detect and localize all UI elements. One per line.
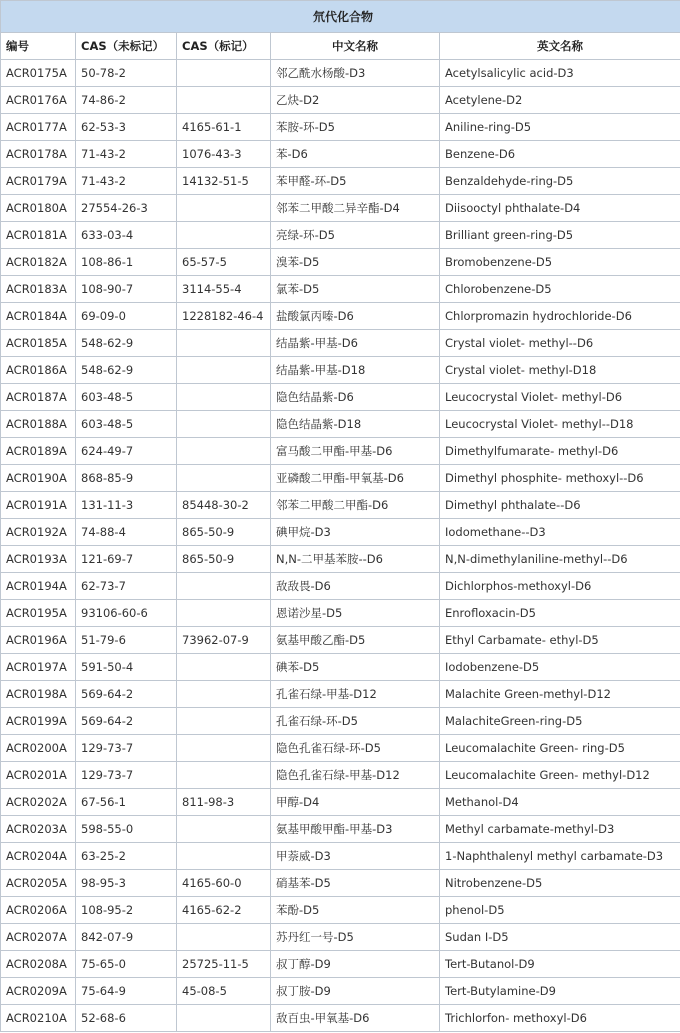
- cell-id: ACR0200A: [1, 735, 76, 762]
- cell-cas-labeled: [177, 1005, 271, 1032]
- table-row: [1, 924, 680, 951]
- cell-cas-unlabeled: 71-43-2: [76, 141, 177, 168]
- cell-cas-unlabeled: 74-88-4: [76, 519, 177, 546]
- cell-id: ACR0210A: [1, 1005, 76, 1032]
- table-row: [1, 222, 680, 249]
- cell-english-name: Diisooctyl phthalate-D4: [440, 195, 680, 222]
- cell-english-name: phenol-D5: [440, 897, 680, 924]
- cell-chinese-name: 氯苯-D5: [271, 276, 440, 303]
- cell-chinese-name: 富马酸二甲酯-甲基-D6: [271, 438, 440, 465]
- table-row: [1, 411, 680, 438]
- table-row: [1, 114, 680, 141]
- cell-id: ACR0175A: [1, 60, 76, 87]
- cell-id: ACR0185A: [1, 330, 76, 357]
- cell-cas-labeled: 45-08-5: [177, 978, 271, 1005]
- cell-cas-labeled: [177, 600, 271, 627]
- cell-chinese-name: 苯胺-环-D5: [271, 114, 440, 141]
- cell-id: ACR0207A: [1, 924, 76, 951]
- cell-cas-unlabeled: 51-79-6: [76, 627, 177, 654]
- cell-cas-unlabeled: 131-11-3: [76, 492, 177, 519]
- cell-english-name: Acetylene-D2: [440, 87, 680, 114]
- table-row: [1, 951, 680, 978]
- cell-id: ACR0197A: [1, 654, 76, 681]
- cell-cas-labeled: [177, 708, 271, 735]
- cell-id: ACR0199A: [1, 708, 76, 735]
- cell-id: ACR0195A: [1, 600, 76, 627]
- cell-cas-labeled: 25725-11-5: [177, 951, 271, 978]
- cell-chinese-name: 碘苯-D5: [271, 654, 440, 681]
- cell-english-name: Dimethylfumarate- methyl-D6: [440, 438, 680, 465]
- cell-chinese-name: 邻苯二甲酸二甲酯-D6: [271, 492, 440, 519]
- table-header-row: [1, 33, 680, 60]
- cell-chinese-name: 敌百虫-甲氧基-D6: [271, 1005, 440, 1032]
- cell-english-name: Leucocrystal Violet- methyl-D6: [440, 384, 680, 411]
- cell-cas-labeled: 4165-61-1: [177, 114, 271, 141]
- cell-chinese-name: 苏丹红一号-D5: [271, 924, 440, 951]
- cell-id: ACR0177A: [1, 114, 76, 141]
- cell-chinese-name: 乙炔-D2: [271, 87, 440, 114]
- cell-english-name: Dimethyl phosphite- methoxyl--D6: [440, 465, 680, 492]
- cell-english-name: Chlorpromazin hydrochloride-D6: [440, 303, 680, 330]
- cell-english-name: Chlorobenzene-D5: [440, 276, 680, 303]
- cell-cas-labeled: [177, 330, 271, 357]
- cell-cas-labeled: 14132-51-5: [177, 168, 271, 195]
- cell-cas-labeled: 85448-30-2: [177, 492, 271, 519]
- cell-chinese-name: 盐酸氯丙嗪-D6: [271, 303, 440, 330]
- cell-english-name: Tert-Butylamine-D9: [440, 978, 680, 1005]
- table-row: [1, 843, 680, 870]
- cell-cas-unlabeled: 603-48-5: [76, 384, 177, 411]
- cell-id: ACR0187A: [1, 384, 76, 411]
- cell-cas-unlabeled: 548-62-9: [76, 330, 177, 357]
- cell-id: ACR0176A: [1, 87, 76, 114]
- cell-id: ACR0180A: [1, 195, 76, 222]
- cell-cas-unlabeled: 62-73-7: [76, 573, 177, 600]
- cell-id: ACR0178A: [1, 141, 76, 168]
- table-row: [1, 60, 680, 87]
- cell-cas-labeled: 1228182-46-4: [177, 303, 271, 330]
- cell-english-name: Sudan I-D5: [440, 924, 680, 951]
- table-row: [1, 600, 680, 627]
- cell-chinese-name: 敌敌畏-D6: [271, 573, 440, 600]
- cell-cas-labeled: [177, 681, 271, 708]
- cell-chinese-name: 硝基苯-D5: [271, 870, 440, 897]
- cell-cas-labeled: 811-98-3: [177, 789, 271, 816]
- cell-cas-labeled: 4165-62-2: [177, 897, 271, 924]
- cell-chinese-name: 隐色结晶紫-D18: [271, 411, 440, 438]
- cell-id: ACR0202A: [1, 789, 76, 816]
- cell-id: ACR0196A: [1, 627, 76, 654]
- cell-chinese-name: 邻乙酰水杨酸-D3: [271, 60, 440, 87]
- header-cas-unlabeled: CAS（未标记）: [76, 33, 177, 60]
- cell-cas-unlabeled: 108-86-1: [76, 249, 177, 276]
- cell-english-name: Methanol-D4: [440, 789, 680, 816]
- cell-cas-unlabeled: 93106-60-6: [76, 600, 177, 627]
- cell-chinese-name: 叔丁胺-D9: [271, 978, 440, 1005]
- cell-id: ACR0189A: [1, 438, 76, 465]
- cell-cas-unlabeled: 75-65-0: [76, 951, 177, 978]
- cell-chinese-name: N,N-二甲基苯胺--D6: [271, 546, 440, 573]
- cell-english-name: Iodobenzene-D5: [440, 654, 680, 681]
- cell-chinese-name: 恩诺沙星-D5: [271, 600, 440, 627]
- header-id: 编号: [1, 33, 76, 60]
- cell-chinese-name: 结晶紫-甲基-D18: [271, 357, 440, 384]
- cell-cas-unlabeled: 27554-26-3: [76, 195, 177, 222]
- cell-id: ACR0209A: [1, 978, 76, 1005]
- table-row: [1, 87, 680, 114]
- cell-cas-labeled: 865-50-9: [177, 546, 271, 573]
- cell-chinese-name: 隐色孔雀石绿-环-D5: [271, 735, 440, 762]
- cell-chinese-name: 亮绿-环-D5: [271, 222, 440, 249]
- cell-english-name: N,N-dimethylaniline-methyl--D6: [440, 546, 680, 573]
- cell-cas-unlabeled: 569-64-2: [76, 681, 177, 708]
- cell-english-name: Methyl carbamate-methyl-D3: [440, 816, 680, 843]
- cell-english-name: Bromobenzene-D5: [440, 249, 680, 276]
- header-english-name: 英文名称: [440, 33, 680, 60]
- cell-cas-unlabeled: 129-73-7: [76, 735, 177, 762]
- cell-id: ACR0205A: [1, 870, 76, 897]
- cell-english-name: Tert-Butanol-D9: [440, 951, 680, 978]
- cell-chinese-name: 叔丁醇-D9: [271, 951, 440, 978]
- table-row: [1, 465, 680, 492]
- cell-cas-labeled: [177, 411, 271, 438]
- cell-cas-unlabeled: 129-73-7: [76, 762, 177, 789]
- cell-cas-unlabeled: 624-49-7: [76, 438, 177, 465]
- cell-chinese-name: 氨基甲酸乙酯-D5: [271, 627, 440, 654]
- cell-chinese-name: 苯甲醛-环-D5: [271, 168, 440, 195]
- cell-english-name: Ethyl Carbamate- ethyl-D5: [440, 627, 680, 654]
- cell-id: ACR0181A: [1, 222, 76, 249]
- cell-cas-unlabeled: 63-25-2: [76, 843, 177, 870]
- cell-chinese-name: 隐色结晶紫-D6: [271, 384, 440, 411]
- header-cas-labeled: CAS（标记）: [177, 33, 271, 60]
- cell-english-name: Leucomalachite Green- methyl-D12: [440, 762, 680, 789]
- cell-english-name: Benzaldehyde-ring-D5: [440, 168, 680, 195]
- cell-english-name: Crystal violet- methyl--D6: [440, 330, 680, 357]
- cell-id: ACR0186A: [1, 357, 76, 384]
- cell-cas-labeled: 1076-43-3: [177, 141, 271, 168]
- table-row: [1, 195, 680, 222]
- cell-cas-unlabeled: 842-07-9: [76, 924, 177, 951]
- cell-cas-unlabeled: 74-86-2: [76, 87, 177, 114]
- cell-cas-labeled: [177, 357, 271, 384]
- table-row: [1, 708, 680, 735]
- cell-cas-labeled: [177, 573, 271, 600]
- cell-chinese-name: 溴苯-D5: [271, 249, 440, 276]
- cell-english-name: Leucomalachite Green- ring-D5: [440, 735, 680, 762]
- cell-id: ACR0203A: [1, 816, 76, 843]
- cell-chinese-name: 甲萘威-D3: [271, 843, 440, 870]
- cell-id: ACR0192A: [1, 519, 76, 546]
- table-row: [1, 438, 680, 465]
- table-row: [1, 168, 680, 195]
- cell-cas-labeled: [177, 735, 271, 762]
- table-row: [1, 978, 680, 1005]
- table-row: [1, 546, 680, 573]
- cell-cas-unlabeled: 591-50-4: [76, 654, 177, 681]
- cell-english-name: Trichlorfon- methoxyl-D6: [440, 1005, 680, 1032]
- cell-english-name: Acetylsalicylic acid-D3: [440, 60, 680, 87]
- cell-chinese-name: 氨基甲酸甲酯-甲基-D3: [271, 816, 440, 843]
- cell-cas-unlabeled: 98-95-3: [76, 870, 177, 897]
- cell-english-name: Aniline-ring-D5: [440, 114, 680, 141]
- table-row: [1, 276, 680, 303]
- cell-id: ACR0193A: [1, 546, 76, 573]
- table-row: [1, 141, 680, 168]
- cell-chinese-name: 苯-D6: [271, 141, 440, 168]
- cell-id: ACR0190A: [1, 465, 76, 492]
- cell-id: ACR0208A: [1, 951, 76, 978]
- cell-english-name: Leucocrystal Violet- methyl--D18: [440, 411, 680, 438]
- table-row: [1, 249, 680, 276]
- table-row: [1, 816, 680, 843]
- cell-cas-unlabeled: 868-85-9: [76, 465, 177, 492]
- table-row: [1, 897, 680, 924]
- table-row: [1, 519, 680, 546]
- cell-cas-labeled: 4165-60-0: [177, 870, 271, 897]
- cell-cas-labeled: [177, 924, 271, 951]
- cell-cas-labeled: [177, 60, 271, 87]
- table-row: [1, 789, 680, 816]
- cell-english-name: Iodomethane--D3: [440, 519, 680, 546]
- table-row: [1, 330, 680, 357]
- cell-id: ACR0201A: [1, 762, 76, 789]
- cell-cas-labeled: [177, 762, 271, 789]
- cell-id: ACR0198A: [1, 681, 76, 708]
- cell-cas-labeled: [177, 843, 271, 870]
- cell-id: ACR0204A: [1, 843, 76, 870]
- cell-chinese-name: 结晶紫-甲基-D6: [271, 330, 440, 357]
- table-row: [1, 357, 680, 384]
- cell-cas-unlabeled: 603-48-5: [76, 411, 177, 438]
- cell-cas-unlabeled: 67-56-1: [76, 789, 177, 816]
- cell-chinese-name: 孔雀石绿-甲基-D12: [271, 681, 440, 708]
- cell-cas-labeled: [177, 384, 271, 411]
- header-chinese-name: 中文名称: [271, 33, 440, 60]
- cell-english-name: Enrofloxacin-D5: [440, 600, 680, 627]
- cell-cas-unlabeled: 121-69-7: [76, 546, 177, 573]
- cell-cas-labeled: [177, 222, 271, 249]
- cell-english-name: Crystal violet- methyl-D18: [440, 357, 680, 384]
- cell-id: ACR0194A: [1, 573, 76, 600]
- table-title-row: [1, 1, 680, 33]
- cell-english-name: Brilliant green-ring-D5: [440, 222, 680, 249]
- cell-english-name: Malachite Green-methyl-D12: [440, 681, 680, 708]
- cell-id: ACR0188A: [1, 411, 76, 438]
- table-row: [1, 735, 680, 762]
- cell-cas-labeled: [177, 816, 271, 843]
- cell-chinese-name: 邻苯二甲酸二异辛酯-D4: [271, 195, 440, 222]
- cell-cas-unlabeled: 62-53-3: [76, 114, 177, 141]
- cell-cas-labeled: [177, 654, 271, 681]
- cell-id: ACR0182A: [1, 249, 76, 276]
- table-title: 氘代化合物: [1, 1, 680, 33]
- cell-cas-unlabeled: 50-78-2: [76, 60, 177, 87]
- cell-cas-labeled: 865-50-9: [177, 519, 271, 546]
- table-row: [1, 384, 680, 411]
- cell-cas-labeled: [177, 438, 271, 465]
- table-row: [1, 681, 680, 708]
- cell-english-name: Dimethyl phthalate--D6: [440, 492, 680, 519]
- cell-cas-unlabeled: 52-68-6: [76, 1005, 177, 1032]
- cell-chinese-name: 亚磷酸二甲酯-甲氧基-D6: [271, 465, 440, 492]
- cell-english-name: Nitrobenzene-D5: [440, 870, 680, 897]
- table-row: [1, 762, 680, 789]
- table-row: [1, 1005, 680, 1032]
- table-row: [1, 654, 680, 681]
- cell-cas-unlabeled: 598-55-0: [76, 816, 177, 843]
- table-row: [1, 627, 680, 654]
- cell-cas-unlabeled: 75-64-9: [76, 978, 177, 1005]
- cell-chinese-name: 隐色孔雀石绿-甲基-D12: [271, 762, 440, 789]
- cell-english-name: Benzene-D6: [440, 141, 680, 168]
- cell-chinese-name: 苯酚-D5: [271, 897, 440, 924]
- cell-english-name: Dichlorphos-methoxyl-D6: [440, 573, 680, 600]
- cell-cas-labeled: 3114-55-4: [177, 276, 271, 303]
- cell-cas-labeled: [177, 87, 271, 114]
- cell-cas-unlabeled: 69-09-0: [76, 303, 177, 330]
- cell-cas-labeled: 65-57-5: [177, 249, 271, 276]
- cell-cas-unlabeled: 108-90-7: [76, 276, 177, 303]
- cell-chinese-name: 甲醇-D4: [271, 789, 440, 816]
- table-row: [1, 492, 680, 519]
- cell-id: ACR0206A: [1, 897, 76, 924]
- cell-id: ACR0183A: [1, 276, 76, 303]
- cell-english-name: 1-Naphthalenyl methyl carbamate-D3: [440, 843, 680, 870]
- cell-id: ACR0184A: [1, 303, 76, 330]
- cell-chinese-name: 碘甲烷-D3: [271, 519, 440, 546]
- cell-id: ACR0179A: [1, 168, 76, 195]
- cell-cas-unlabeled: 548-62-9: [76, 357, 177, 384]
- cell-english-name: MalachiteGreen-ring-D5: [440, 708, 680, 735]
- cell-cas-labeled: [177, 195, 271, 222]
- cell-cas-unlabeled: 633-03-4: [76, 222, 177, 249]
- cell-cas-unlabeled: 569-64-2: [76, 708, 177, 735]
- cell-cas-labeled: [177, 465, 271, 492]
- table-row: [1, 573, 680, 600]
- cell-id: ACR0191A: [1, 492, 76, 519]
- cell-cas-unlabeled: 108-95-2: [76, 897, 177, 924]
- cell-cas-unlabeled: 71-43-2: [76, 168, 177, 195]
- cell-chinese-name: 孔雀石绿-环-D5: [271, 708, 440, 735]
- table-row: [1, 303, 680, 330]
- cell-cas-labeled: 73962-07-9: [177, 627, 271, 654]
- table-row: [1, 870, 680, 897]
